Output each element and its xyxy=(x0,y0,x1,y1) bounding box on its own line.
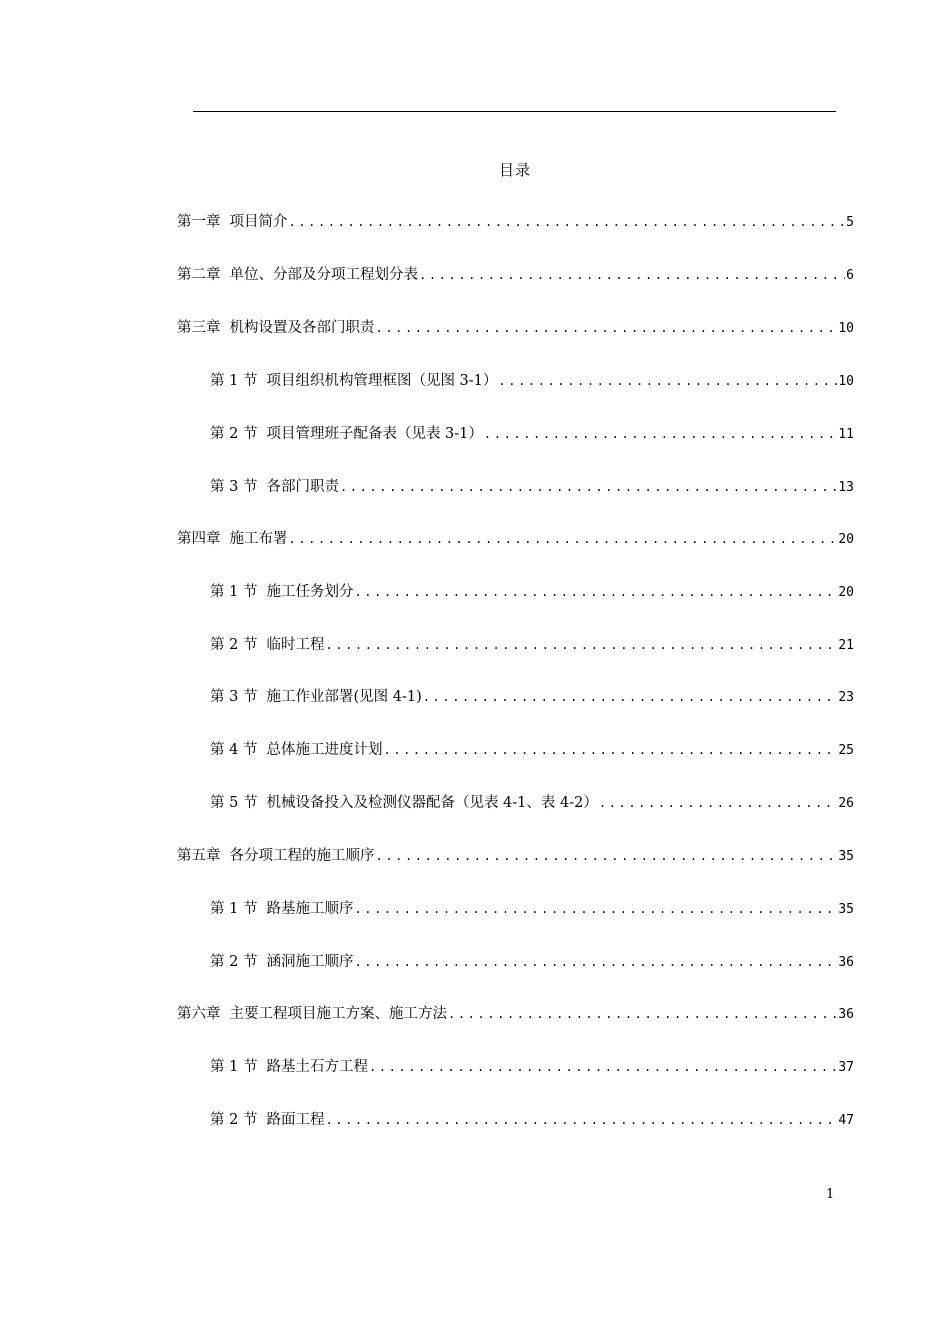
toc-entry-chapter-6[interactable] xyxy=(177,1004,854,1025)
toc-entry-title: 项目简介 xyxy=(229,214,288,230)
toc-entry-section-6-1[interactable] xyxy=(210,1057,854,1078)
toc-entry-number: 第四章 xyxy=(177,531,221,547)
toc-entry-chapter-1[interactable] xyxy=(177,212,854,233)
toc-dot-leader xyxy=(354,582,837,602)
toc-entry-page: 11 xyxy=(838,427,854,442)
toc-entry-section-3-2[interactable] xyxy=(210,424,854,445)
toc-entry-page: 47 xyxy=(838,1113,854,1128)
toc-entry-page: 10 xyxy=(838,374,854,389)
toc-entry-section-5-2[interactable] xyxy=(210,952,854,973)
toc-entry-page: 26 xyxy=(838,796,854,811)
toc-dot-leader xyxy=(325,1110,837,1130)
toc-dot-leader xyxy=(340,477,837,497)
toc-entry-page: 23 xyxy=(838,690,854,705)
toc-entry-title: 路基土石方工程 xyxy=(266,1059,368,1075)
toc-entry-page: 21 xyxy=(838,638,854,653)
toc-entry-section-3-3[interactable] xyxy=(210,477,854,498)
toc-entry-number: 第五章 xyxy=(177,848,221,864)
toc-entry-title: 临时工程 xyxy=(266,637,325,653)
toc-dot-leader xyxy=(354,952,837,972)
toc-entry-number: 第 2 节 xyxy=(210,426,258,442)
toc-dot-leader xyxy=(448,1004,837,1024)
toc-entry-number: 第六章 xyxy=(177,1006,221,1022)
toc-entry-title: 项目组织机构管理框图（见图 3-1） xyxy=(266,373,498,389)
toc-entry-number: 第 2 节 xyxy=(210,954,258,970)
toc-entry-page: 13 xyxy=(838,480,854,495)
toc-dot-leader xyxy=(383,740,837,760)
toc-entry-chapter-3[interactable] xyxy=(177,318,854,339)
toc-entry-chapter-2[interactable] xyxy=(177,265,854,286)
toc-entry-number: 第 1 节 xyxy=(210,373,258,389)
toc-entry-section-4-1[interactable] xyxy=(210,582,854,603)
toc-entry-title: 各部门职责 xyxy=(266,479,339,495)
toc-entry-number: 第 1 节 xyxy=(210,584,258,600)
toc-entry-number: 第 5 节 xyxy=(210,795,258,811)
toc-title: 目录 xyxy=(498,161,531,179)
toc-entry-chapter-4[interactable] xyxy=(177,529,854,550)
toc-entry-title: 主要工程项目施工方案、施工方法 xyxy=(229,1006,447,1022)
toc-dot-leader xyxy=(289,212,846,232)
toc-entry-number: 第 2 节 xyxy=(210,1112,258,1128)
toc-entry-title: 施工布署 xyxy=(229,531,288,547)
toc-entry-title: 施工任务划分 xyxy=(266,584,354,600)
toc-entry-page: 35 xyxy=(838,849,854,864)
toc-entry-page: 6 xyxy=(846,268,854,283)
toc-entry-section-6-2[interactable] xyxy=(210,1110,854,1131)
toc-dot-leader xyxy=(289,529,838,549)
toc-entry-title: 涵洞施工顺序 xyxy=(266,954,354,970)
header-rule xyxy=(193,111,836,112)
toc-dot-leader xyxy=(498,371,837,391)
toc-dot-leader xyxy=(376,846,838,866)
toc-entry-title: 施工作业部署(见图 4-1) xyxy=(266,689,422,705)
toc-entry-section-4-4[interactable] xyxy=(210,740,854,761)
toc-entry-title: 路基施工顺序 xyxy=(266,901,354,917)
toc-entry-number: 第 3 节 xyxy=(210,689,258,705)
toc-entry-title: 机构设置及各部门职责 xyxy=(229,320,375,336)
toc-entry-section-5-1[interactable] xyxy=(210,899,854,920)
toc-entry-page: 20 xyxy=(838,585,854,600)
toc-entry-title: 机械设备投入及检测仪器配备（见表 4-1、表 4-2） xyxy=(266,795,598,811)
toc-dot-leader xyxy=(354,899,837,919)
toc-entry-page: 35 xyxy=(838,902,854,917)
toc-entry-title: 总体施工进度计划 xyxy=(266,742,383,758)
toc-entry-chapter-5[interactable] xyxy=(177,846,854,867)
toc-entry-title: 项目管理班子配备表（见表 3-1） xyxy=(266,426,483,442)
toc-entry-number: 第 2 节 xyxy=(210,637,258,653)
toc-dot-leader xyxy=(423,687,838,707)
toc-entry-page: 25 xyxy=(838,743,854,758)
toc-dot-leader xyxy=(419,265,845,285)
toc-dot-leader xyxy=(376,318,838,338)
toc-entry-section-3-1[interactable] xyxy=(210,371,854,392)
toc-dot-leader xyxy=(369,1057,837,1077)
toc-entry-number: 第 3 节 xyxy=(210,479,258,495)
toc-entry-page: 36 xyxy=(838,955,854,970)
toc-entry-page: 36 xyxy=(838,1007,854,1022)
toc-entry-number: 第一章 xyxy=(177,214,221,230)
toc-entry-section-4-3[interactable] xyxy=(210,687,854,708)
toc-entry-number: 第 1 节 xyxy=(210,1059,258,1075)
toc-entry-number: 第 4 节 xyxy=(210,742,258,758)
toc-entry-section-4-2[interactable] xyxy=(210,635,854,656)
toc-entry-title: 单位、分部及分项工程划分表 xyxy=(229,267,418,283)
toc-dot-leader xyxy=(599,793,837,813)
toc-entry-number: 第 1 节 xyxy=(210,901,258,917)
toc-entry-number: 第二章 xyxy=(177,267,221,283)
page-number: 1 xyxy=(826,1187,835,1202)
toc-entry-title: 路面工程 xyxy=(266,1112,325,1128)
toc-dot-leader xyxy=(325,635,837,655)
toc-entry-title: 各分项工程的施工顺序 xyxy=(229,848,375,864)
toc-entry-page: 5 xyxy=(846,215,854,230)
toc-dot-leader xyxy=(484,424,837,444)
toc-entry-page: 20 xyxy=(838,532,854,547)
toc-entry-section-4-5[interactable] xyxy=(210,793,854,814)
toc-entry-page: 37 xyxy=(838,1060,854,1075)
toc-entry-page: 10 xyxy=(838,321,854,336)
toc-entry-number: 第三章 xyxy=(177,320,221,336)
